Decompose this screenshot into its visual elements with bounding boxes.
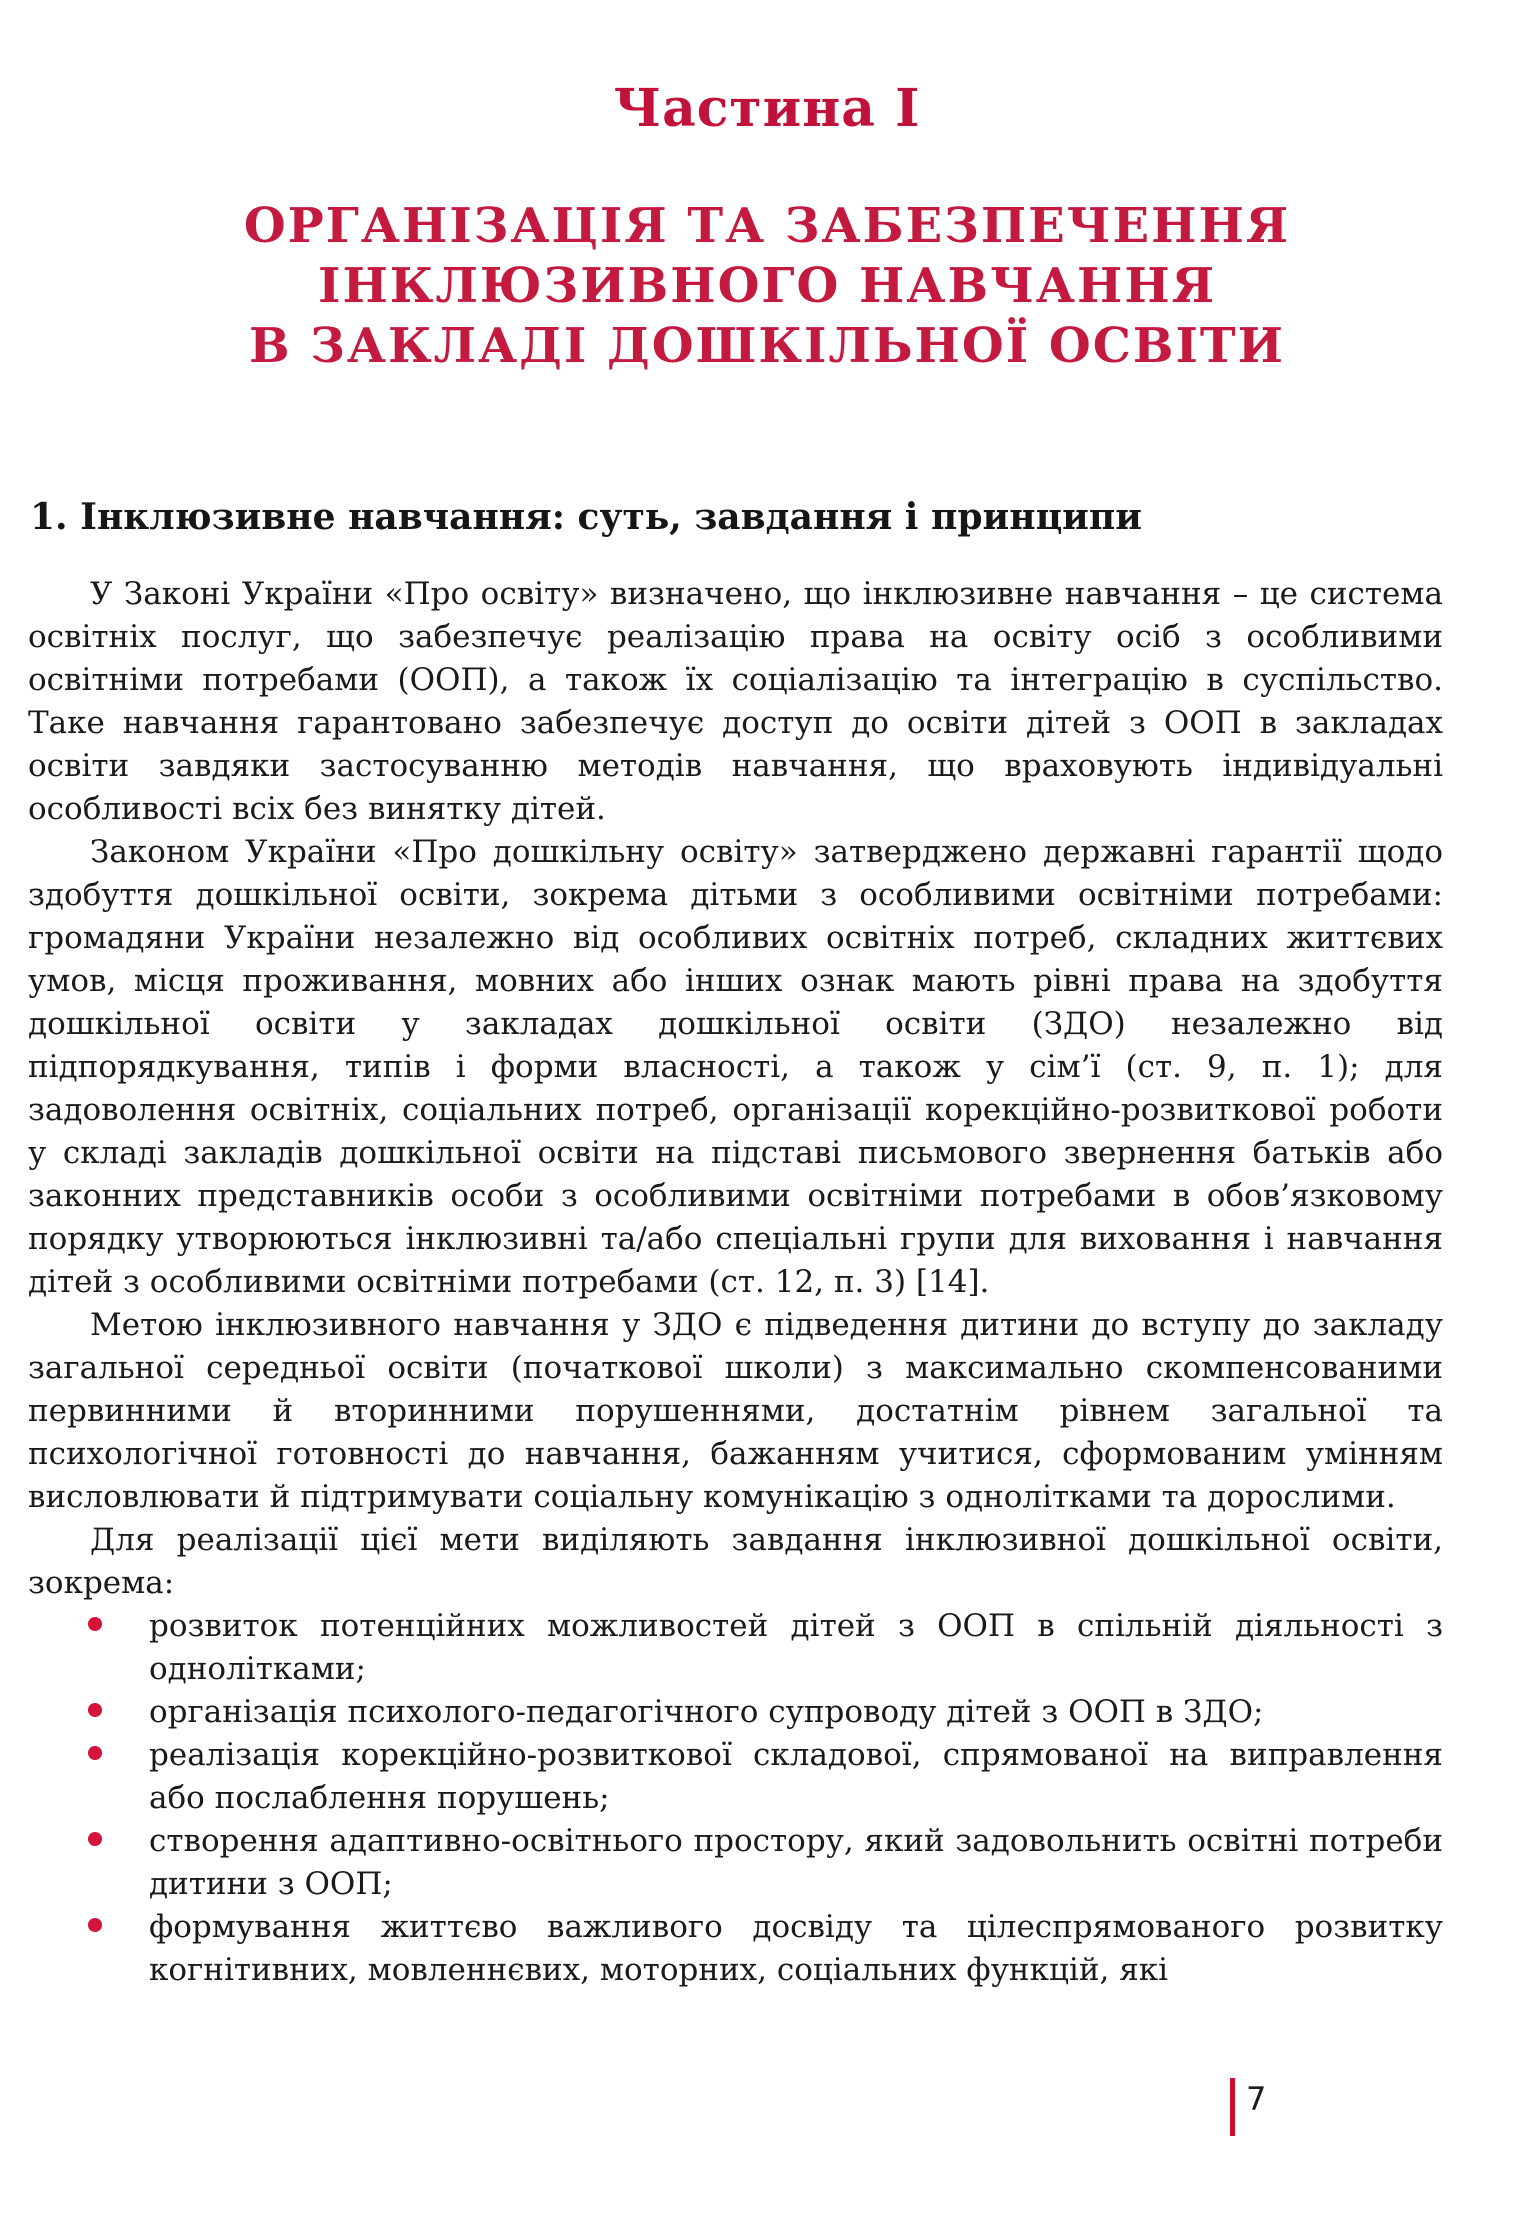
paragraph: Метою інклюзивного навчання у ЗДО є підведення дитини до вступу до закладу загальної середньої освіти (початкової школи) з максимально скомпенсованими первинними й вторинними порушеннями, достатнім рівнем загальної та психологічної готовності до навчання, бажанням учитися, сформованим умінням висловлювати й підтримувати соціальну комунікацію з однолітками та дорослими. bbox=[28, 1307, 1443, 1515]
body-text bbox=[28, 573, 1443, 1992]
list-item bbox=[28, 1820, 1443, 1906]
page-number: 7 bbox=[1246, 2080, 1267, 2118]
part-title: Частина І bbox=[613, 78, 921, 139]
list-item-text: формування життєво важливого досвіду та цілеспрямованого розвитку когнітивних, мовленнєвих, моторних, соціальних функцій, які bbox=[149, 1909, 1443, 1988]
bullet-dot-icon bbox=[88, 1832, 102, 1846]
list-item-text: реалізація корекційно-розвиткової складової, спрямованої на виправлення або послаблення порушень; bbox=[149, 1737, 1443, 1816]
task-list bbox=[28, 1605, 1443, 1992]
main-title bbox=[0, 196, 1534, 376]
section-heading: 1. Інклюзивне навчання: суть, завдання і принципи bbox=[30, 496, 1142, 538]
bullet-dot-icon bbox=[88, 1918, 102, 1932]
list-item bbox=[28, 1691, 1443, 1734]
list-item-text: створення адаптивно-освітнього простору, який задовольнить освітні потреби дитини з ООП; bbox=[149, 1823, 1443, 1902]
paragraph: Законом України «Про дошкільну освіту» затверджено державні гарантії щодо здобуття дошкільної освіти, зокрема дітьми з особливими освітніми потребами: громадяни України незалежно від особливих освітніх потреб, складних життєвих умов, місця проживання, мовних або інших ознак мають рівні права на здобуття дошкільної освіти у закладах дошкільної освіти (ЗДО) незалежно від підпорядкування, типів і форми власності, а також у сім’ї (ст. 9, п. 1); для задоволення освітніх, соціальних потреб, організації корекційно-розвиткової роботи у складі закладів дошкільної освіти на підставі письмового звернення батьків або законних представників особи з особливими освітніми потребами в обов’язковому порядку утворюються інклюзивні та/або спеціальні групи для виховання і навчання дітей з особливими освітніми потребами (ст. 12, п. 3) [14]. bbox=[28, 834, 1443, 1300]
list-item-text: розвиток потенційних можливостей дітей з ООП в спільній діяльності з однолітками; bbox=[149, 1608, 1443, 1687]
main-title-line: В ЗАКЛАДІ ДОШКІЛЬНОЇ ОСВІТИ bbox=[248, 318, 1285, 374]
paragraph: Для реалізації цієї мети виділяють завдання інклюзивної дошкільної освіти, зокрема: bbox=[28, 1522, 1443, 1601]
list-item bbox=[28, 1906, 1443, 1992]
main-title-line: ІНКЛЮЗИВНОГО НАВЧАННЯ bbox=[317, 258, 1217, 314]
page-number-bar bbox=[1230, 2078, 1235, 2136]
paragraph: У Законі України «Про освіту» визначено, що інклюзивне навчання – це система освітніх послуг, що забезпечує реалізацію права на освіту осіб з особливими освітніми потребами (ООП), а також їх соціалізацію та інтеграцію в суспільство. Таке навчання гарантовано забезпечує доступ до освіти дітей з ООП в закладах освіти завдяки застосуванню методів навчання, що враховують індивідуальні особливості всіх без винятку дітей. bbox=[28, 576, 1443, 827]
bullet-dot-icon bbox=[88, 1703, 102, 1717]
main-title-line: ОРГАНІЗАЦІЯ ТА ЗАБЕЗПЕЧЕННЯ bbox=[243, 198, 1291, 254]
bullet-dot-icon bbox=[88, 1617, 102, 1631]
bullet-dot-icon bbox=[88, 1746, 102, 1760]
list-item bbox=[28, 1605, 1443, 1691]
list-item bbox=[28, 1734, 1443, 1820]
list-item-text: організація психолого-педагогічного супроводу дітей з ООП в ЗДО; bbox=[149, 1694, 1264, 1730]
